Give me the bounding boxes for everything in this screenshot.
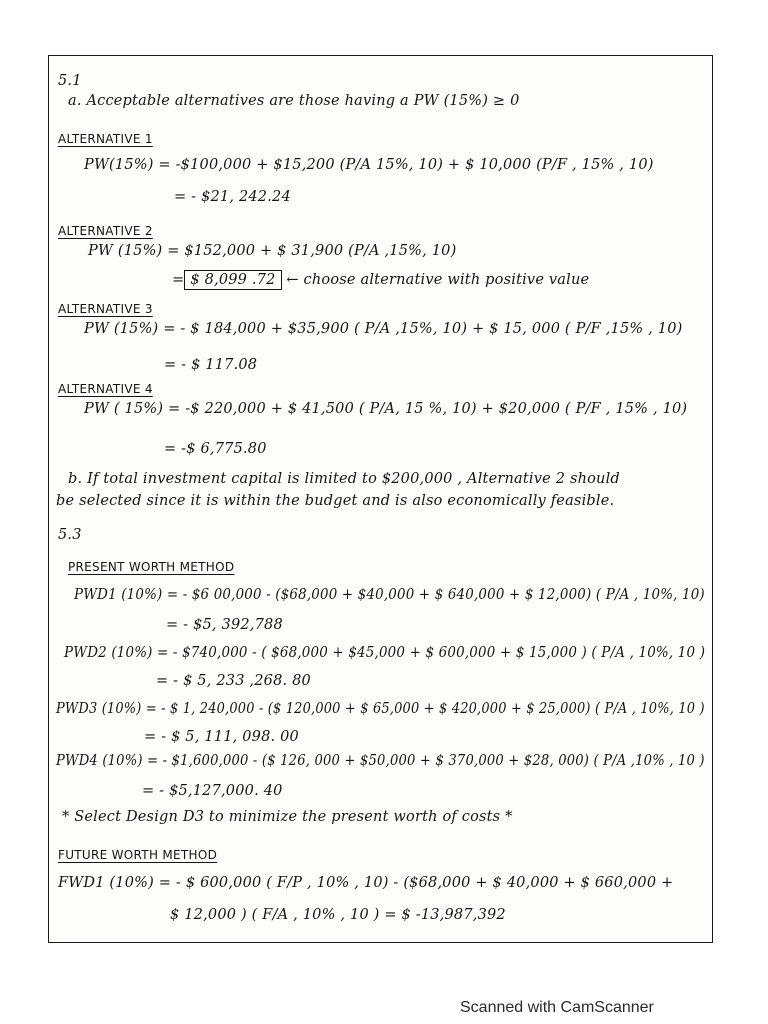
alternative-3-equation: PW (15%) = - $ 184,000 + $35,900 ( P/A ,15%, 10) + $ 15, 000 ( P/F ,15% , 10) <box>84 321 683 337</box>
alternative-2-result-line: = $ 8,099 .72 ← choose alternative with positive value <box>172 272 590 288</box>
part-a-statement: a. Acceptable alternatives are those having a PW (15%) ≥ 0 <box>68 93 520 109</box>
part-b-line-2: be selected since it is within the budget and is also economically feasible. <box>56 493 615 509</box>
design-2-pw-result: = - $ 5, 233 ,268. 80 <box>156 673 311 689</box>
alternative-2-heading: ALTERNATIVE 2 <box>58 224 153 238</box>
design-selection-note: * Select Design D3 to minimize the present worth of costs * <box>62 809 513 825</box>
design-1-fw-equation-line-2: $ 12,000 ) ( F/A , 10% , 10 ) = $ -13,987,392 <box>170 907 506 923</box>
problem-number-5-1: 5.1 <box>58 73 82 89</box>
alternative-2-boxed-result: $ 8,099 .72 <box>184 270 281 290</box>
alternative-4-equation: PW ( 15%) = -$ 220,000 + $ 41,500 ( P/A, 15 %, 10) + $20,000 ( P/F , 15% , 10) <box>84 401 688 417</box>
design-3-pw-result: = - $ 5, 111, 098. 00 <box>144 729 299 745</box>
design-4-pw-equation: PWD4 (10%) = - $1,600,000 - ($ 126, 000 + $50,000 + $ 370,000 + $28, 000) ( P/A ,10% , 10 ) <box>56 753 705 769</box>
design-4-pw-result: = - $5,127,000. 40 <box>142 783 283 799</box>
alternative-1-equation: PW(15%) = -$100,000 + $15,200 (P/A 15%, 10) + $ 10,000 (P/F , 15% , 10) <box>84 157 654 173</box>
design-1-pw-result: = - $5, 392,788 <box>166 617 283 633</box>
design-1-fw-equation-line-1: FWD1 (10%) = - $ 600,000 ( F/P , 10% , 10) - ($68,000 + $ 40,000 + $ 660,000 + <box>58 875 674 891</box>
camscanner-watermark: Scanned with CamScanner <box>460 999 654 1016</box>
alternative-2-equation: PW (15%) = $152,000 + $ 31,900 (P/A ,15%, 10) <box>88 243 457 259</box>
alternative-1-heading: ALTERNATIVE 1 <box>58 132 153 146</box>
future-worth-heading: FUTURE WORTH METHOD <box>58 848 218 862</box>
alternative-4-result: = -$ 6,775.80 <box>164 441 267 457</box>
part-b-line-1: b. If total investment capital is limited to $200,000 , Alternative 2 should <box>68 471 620 487</box>
problem-number-5-3: 5.3 <box>58 527 82 543</box>
alternative-1-result: = - $21, 242.24 <box>174 189 291 205</box>
alternative-3-heading: ALTERNATIVE 3 <box>58 302 153 316</box>
present-worth-heading: PRESENT WORTH METHOD <box>68 560 235 574</box>
alternative-3-result: = - $ 117.08 <box>164 357 258 373</box>
design-1-pw-equation: PWD1 (10%) = - $6 00,000 - ($68,000 + $40,000 + $ 640,000 + $ 12,000) ( P/A , 10%, 10) <box>74 587 705 603</box>
alternative-2-note: ← choose alternative with positive value <box>286 272 590 288</box>
design-2-pw-equation: PWD2 (10%) = - $740,000 - ( $68,000 + $45,000 + $ 600,000 + $ 15,000 ) ( P/A , 10%, 10 ) <box>64 645 706 661</box>
alternative-4-heading: ALTERNATIVE 4 <box>58 382 153 396</box>
design-3-pw-equation: PWD3 (10%) = - $ 1, 240,000 - ($ 120,000 + $ 65,000 + $ 420,000 + $ 25,000) ( P/A , 10%, 10 ) <box>56 701 705 717</box>
